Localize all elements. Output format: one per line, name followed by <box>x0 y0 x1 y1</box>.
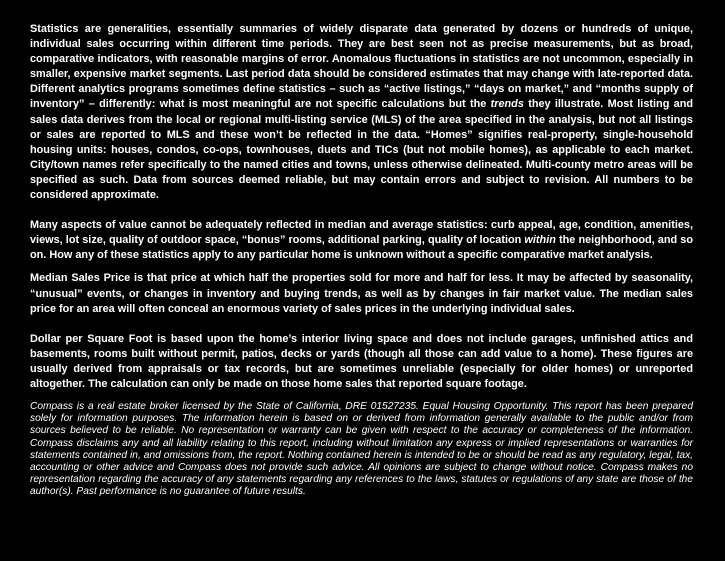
aspects-text-part2: the neighborhood, and so on. How any of these statistics apply to any particular home is unknown without a specific comparative market analysis. <box>30 234 693 262</box>
statistics-emphasis: trends <box>490 98 524 111</box>
aspects-emphasis: within <box>524 234 556 247</box>
aspects-text-part1: Many aspects of value cannot be adequately reflected in median and average statistics: curb appeal, age, condition, amenities, views, lot size, quality of outdoor space, “bonus” rooms, additional parking, quality of location <box>30 219 693 247</box>
statistics-text-part2: they illustrate. Most listing and sales data derives from the local or regional multi-listing service (MLS) of the area specified in the analysis, but not all listings or sales are reported to MLS and these won’t be reflected in the data. “Homes” signifies real-property, single-household housing units: houses, condos, co-ops, townhouses, duets and TICs (but not mobile homes), as applicable to each market. City/town names refer specifically to the named cities and towns, unless otherwise delineated. Multi-county metro areas will be specified as such. Data from sources deemed reliable, but may contain errors and subject to revision. All numbers to be considered approximate. <box>30 98 693 202</box>
aspects-of-value-paragraph <box>30 218 693 263</box>
legal-disclaimer-paragraph: Compass is a real estate broker licensed by the State of California, DRE 01527235. Equal Housing Opportunity. This report has been prepared solely for information purposes. The information herein is based on or derived from information generally available to the public and/or from sources believed to be reliable. No representation or warranty can be given with respect to the accuracy or completeness of the information. Compass disclaims any and all liability relating to this report, including without limitation any express or implied representations or warranties for statements contained in, and omissions from, the report. Nothing contained herein is intended to be or should be read as any regulatory, legal, tax, accounting or other advice and Compass does not provide such advice. All opinions are subject to change without notice. Compass makes no representation regarding the accuracy of any statements regarding any references to the laws, statutes or regulations of any state are those of the author(s). Past performance is no guarantee of future results. <box>30 401 693 498</box>
median-sales-price-paragraph: Median Sales Price is that price at which half the properties sold for more and half for less. It may be affected by seasonality, “unusual” events, or changes in inventory and buying trends, as well as by changes in fair market value. The median sales price for an area will often conceal an enormous variety of sales prices in the underlying individual sales. <box>30 272 693 315</box>
disclaimer-page <box>30 22 693 499</box>
dollar-per-square-foot-paragraph: Dollar per Square Foot is based upon the home’s interior living space and does not include garages, unfinished attics and basements, rooms built without permit, patios, decks or yards (though all those can add value to a home). These figures are usually derived from appraisals or tax records, but are sometimes unreliable (especially for older homes) or unreported altogether. The calculation can only be made on those home sales that reported square footage. <box>30 332 693 390</box>
statistics-paragraph <box>30 22 693 203</box>
statistics-text-part1: Statistics are generalities, essentially summaries of widely disparate data generated by dozens or hundreds of unique, individual sales occurring within different time periods. They are best seen not as precise measurements, but as broad, comparative indicators, with reasonable margins of error. Anomalous fluctuations in statistics are not uncommon, especially in smaller, expensive market segments. Last period data should be considered estimates that may change with late-reported data. Different analytics programs sometimes define statistics – such as “active listings,” “days on market,” and “months supply of inventory” – differently: what is most meaningful are not specific calculations but the <box>30 23 693 111</box>
